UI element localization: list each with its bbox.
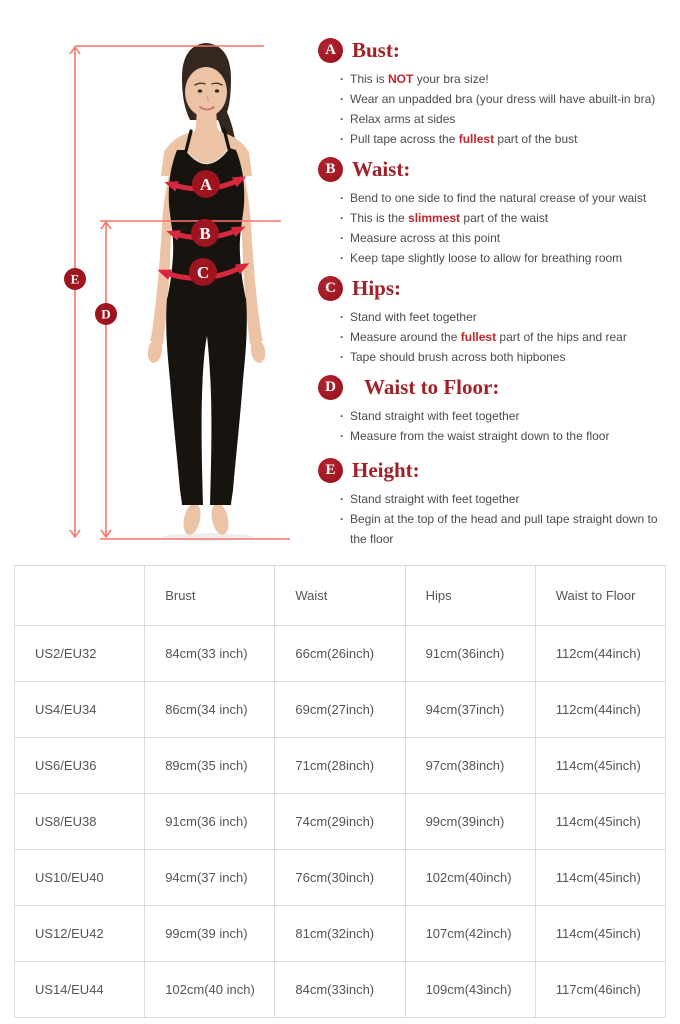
measure-section bbox=[318, 274, 664, 367]
size-cell: 94cm(37 inch) bbox=[145, 850, 275, 906]
section-bullets bbox=[318, 406, 664, 446]
measure-instructions bbox=[318, 36, 664, 555]
section-title: Hips: bbox=[352, 275, 402, 300]
size-cell: 109cm(43inch) bbox=[405, 962, 535, 1018]
size-row bbox=[15, 962, 666, 1018]
badge-waist-to-floor bbox=[95, 303, 117, 325]
section-letter-badge bbox=[318, 276, 343, 301]
size-cell: US14/EU44 bbox=[15, 962, 145, 1018]
size-cell: 89cm(35 inch) bbox=[145, 738, 275, 794]
section-bullets bbox=[318, 307, 664, 367]
bullet-text: Pull tape across the bbox=[350, 132, 459, 146]
bullet-text: Bend to one side to find the natural crease of your waist bbox=[350, 191, 647, 205]
instruction-bullet bbox=[340, 109, 664, 129]
size-cell: 74cm(29inch) bbox=[275, 794, 405, 850]
size-cell: 66cm(26inch) bbox=[275, 626, 405, 682]
size-row bbox=[15, 850, 666, 906]
section-letter: A bbox=[325, 41, 336, 58]
emphasis-text: slimmest bbox=[408, 211, 461, 225]
instruction-bullet bbox=[340, 208, 664, 228]
section-letter: C bbox=[325, 279, 336, 296]
size-cell: 76cm(30inch) bbox=[275, 850, 405, 906]
section-letter-badge bbox=[318, 375, 343, 400]
instruction-bullet bbox=[340, 89, 664, 109]
size-cell: 84cm(33 inch) bbox=[145, 626, 275, 682]
instruction-bullet bbox=[340, 188, 664, 208]
bullet-text: This is the bbox=[350, 211, 409, 225]
size-cell: 112cm(44inch) bbox=[535, 626, 665, 682]
size-cell: US2/EU32 bbox=[15, 626, 145, 682]
size-cell: 99cm(39 inch) bbox=[145, 906, 275, 962]
section-head bbox=[318, 155, 664, 183]
section-title: Waist: bbox=[352, 156, 411, 181]
section-letter: D bbox=[325, 378, 336, 395]
badge-hips bbox=[189, 258, 217, 286]
size-cell: 69cm(27inch) bbox=[275, 682, 405, 738]
size-cell: 86cm(34 inch) bbox=[145, 682, 275, 738]
size-cell: 114cm(45inch) bbox=[535, 906, 665, 962]
bullet-text: Stand with feet together bbox=[350, 310, 477, 324]
instruction-bullet bbox=[340, 509, 664, 549]
section-head bbox=[318, 456, 664, 484]
badge-height-letter: E bbox=[70, 271, 80, 287]
size-cell: 102cm(40 inch) bbox=[145, 962, 275, 1018]
section-head bbox=[318, 274, 664, 302]
bullet-text: your bra size! bbox=[413, 72, 489, 86]
measure-section bbox=[318, 155, 664, 268]
size-col-header bbox=[15, 566, 145, 626]
bullet-text: Relax arms at sides bbox=[350, 112, 456, 126]
badge-hips-letter: C bbox=[196, 263, 210, 282]
size-header-row bbox=[15, 566, 666, 626]
section-letter-badge bbox=[318, 38, 343, 63]
measure-section bbox=[318, 373, 664, 446]
section-head bbox=[318, 373, 664, 401]
measure-section bbox=[318, 36, 664, 149]
left-foot bbox=[181, 502, 203, 537]
emphasis-text: fullest bbox=[460, 330, 497, 344]
size-col-header: Brust bbox=[145, 566, 275, 626]
section-letter-badge bbox=[318, 458, 343, 483]
right-foot bbox=[209, 502, 231, 537]
section-title: Waist to Floor: bbox=[364, 374, 500, 399]
instruction-bullet bbox=[340, 327, 664, 347]
section-title: Height: bbox=[352, 457, 420, 482]
size-cell: 102cm(40inch) bbox=[405, 850, 535, 906]
size-row bbox=[15, 794, 666, 850]
bullet-text: This is bbox=[350, 72, 389, 86]
bullet-text: part of the hips and rear bbox=[496, 330, 627, 344]
instruction-bullet bbox=[340, 489, 664, 509]
size-cell: 94cm(37inch) bbox=[405, 682, 535, 738]
badge-bust bbox=[192, 170, 220, 198]
size-cell: 91cm(36inch) bbox=[405, 626, 535, 682]
instruction-bullet bbox=[340, 69, 664, 89]
size-cell: 107cm(42inch) bbox=[405, 906, 535, 962]
size-cell: 99cm(39inch) bbox=[405, 794, 535, 850]
bullet-text: Stand straight with feet together bbox=[350, 492, 520, 506]
size-col-header: Hips bbox=[405, 566, 535, 626]
size-col-header: Waist bbox=[275, 566, 405, 626]
size-cell: 114cm(45inch) bbox=[535, 850, 665, 906]
instruction-bullet bbox=[340, 228, 664, 248]
instruction-bullet bbox=[340, 129, 664, 149]
size-cell: US8/EU38 bbox=[15, 794, 145, 850]
size-cell: 114cm(45inch) bbox=[535, 738, 665, 794]
right-eye bbox=[215, 89, 219, 92]
section-bullets bbox=[318, 188, 664, 268]
badge-waist-to-floor-letter: D bbox=[101, 306, 111, 322]
section-title: Bust: bbox=[352, 37, 400, 62]
instruction-bullet bbox=[340, 307, 664, 327]
badge-bust-letter: A bbox=[199, 175, 213, 194]
instruction-bullet bbox=[340, 248, 664, 268]
instruction-bullet bbox=[340, 347, 664, 367]
bullet-text: part of the bust bbox=[494, 132, 578, 146]
size-cell: 84cm(33inch) bbox=[275, 962, 405, 1018]
leggings bbox=[166, 298, 247, 505]
size-cell: US4/EU34 bbox=[15, 682, 145, 738]
emphasis-text: fullest bbox=[458, 132, 495, 146]
size-table bbox=[14, 565, 666, 1018]
section-letter: E bbox=[325, 461, 336, 478]
woman-figure bbox=[146, 43, 267, 541]
left-eye bbox=[198, 89, 202, 92]
size-cell: 81cm(32inch) bbox=[275, 906, 405, 962]
size-row bbox=[15, 738, 666, 794]
bullet-text: Measure from the waist straight down to the floor bbox=[350, 429, 610, 443]
bullet-text: part of the waist bbox=[460, 211, 549, 225]
size-cell: 97cm(38inch) bbox=[405, 738, 535, 794]
bullet-text: Keep tape slightly loose to allow for breathing room bbox=[350, 251, 623, 265]
bullet-text: Wear an unpadded bra (your dress will have abuilt-in bra) bbox=[350, 92, 656, 106]
size-cell: US6/EU36 bbox=[15, 738, 145, 794]
section-head bbox=[318, 36, 664, 64]
size-cell: 71cm(28inch) bbox=[275, 738, 405, 794]
size-chart bbox=[14, 565, 666, 1018]
bullet-text: Measure across at this point bbox=[350, 231, 501, 245]
size-col-header: Waist to Floor bbox=[535, 566, 665, 626]
size-cell: 112cm(44inch) bbox=[535, 682, 665, 738]
badge-waist bbox=[191, 219, 219, 247]
instruction-bullet bbox=[340, 406, 664, 426]
bullet-text: Tape should brush across both hipbones bbox=[350, 350, 566, 364]
section-bullets bbox=[318, 489, 664, 549]
bullet-text: Begin at the top of the head and pull tape straight down to the floor bbox=[350, 512, 658, 546]
measure-section bbox=[318, 456, 664, 549]
section-bullets bbox=[318, 69, 664, 149]
size-row bbox=[15, 682, 666, 738]
section-letter-badge bbox=[318, 157, 343, 182]
size-table-body bbox=[15, 626, 666, 1018]
size-row bbox=[15, 906, 666, 962]
size-cell: 91cm(36 inch) bbox=[145, 794, 275, 850]
instruction-bullet bbox=[340, 426, 664, 446]
bullet-text: Measure around the bbox=[350, 330, 461, 344]
size-cell: US12/EU42 bbox=[15, 906, 145, 962]
section-letter: B bbox=[325, 160, 336, 177]
badge-waist-letter: B bbox=[199, 224, 211, 243]
size-cell: 117cm(46inch) bbox=[535, 962, 665, 1018]
size-table-head bbox=[15, 566, 666, 626]
badge-height bbox=[64, 268, 86, 290]
size-cell: US10/EU40 bbox=[15, 850, 145, 906]
size-cell: 114cm(45inch) bbox=[535, 794, 665, 850]
size-row bbox=[15, 626, 666, 682]
bullet-text: Stand straight with feet together bbox=[350, 409, 520, 423]
emphasis-text: NOT bbox=[388, 72, 414, 86]
